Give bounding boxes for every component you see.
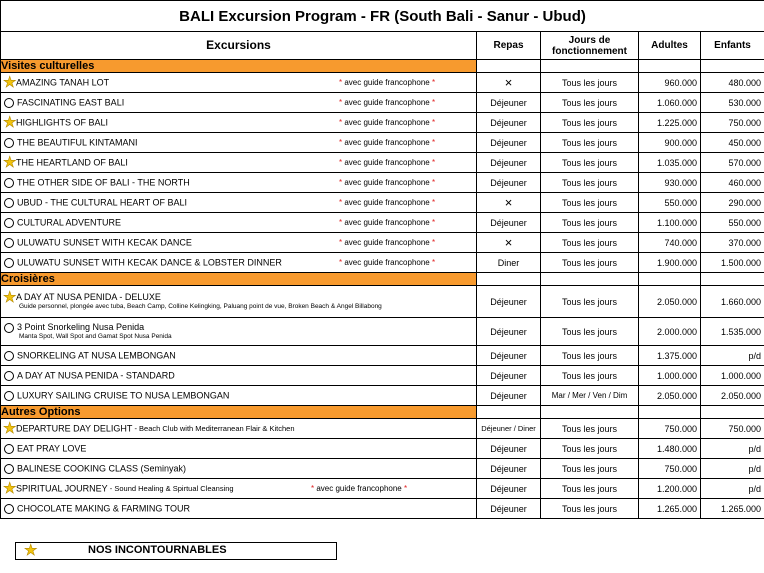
column-header-jours: Jours de fonctionnement <box>541 32 639 60</box>
guide-note-text: avec guide francophone <box>344 158 430 167</box>
guide-note-text: avec guide francophone <box>316 484 402 493</box>
excursion-cell <box>1 193 477 213</box>
repas-cell: Diner <box>477 253 541 273</box>
excursion-name: A DAY AT NUSA PENIDA - STANDARD <box>17 370 175 381</box>
guide-note: * avec guide francophone * <box>339 78 436 87</box>
circle-icon <box>4 351 14 361</box>
table-row[interactable] <box>1 479 764 499</box>
adult-price: 1.000.000 <box>639 366 701 386</box>
circle-icon <box>4 323 14 333</box>
adult-price: 930.000 <box>639 173 701 193</box>
table-row[interactable] <box>1 366 764 386</box>
table-row[interactable] <box>1 153 764 173</box>
excursion-details: Guide personnel, plongée avec tuba, Beach Camp, Colline Kelingking, Paluang point de vue, Broken Beach & Angel Billabong <box>19 303 382 311</box>
section-filler <box>639 60 701 73</box>
excursion-name: UBUD - THE CULTURAL HEART OF BALI <box>17 197 188 208</box>
section-title: Croisières <box>1 273 477 286</box>
circle-icon <box>4 371 14 381</box>
table-row[interactable] <box>1 93 764 113</box>
excursion-name: BALINESE COOKING CLASS (Seminyak) <box>17 463 187 474</box>
circle-icon <box>4 138 14 148</box>
child-price: 1.500.000 <box>701 253 764 273</box>
excursion-cell <box>1 173 477 193</box>
guide-note: * avec guide francophone * <box>311 484 408 493</box>
excursion-name: ULUWATU SUNSET WITH KECAK DANCE <box>17 237 192 248</box>
child-price: 750.000 <box>701 113 764 133</box>
jours-cell: Tous les jours <box>541 479 639 499</box>
section-row <box>1 60 764 73</box>
guide-note-text: avec guide francophone <box>344 198 430 207</box>
adult-price: 2.050.000 <box>639 386 701 406</box>
star-icon: ★ <box>3 419 17 437</box>
excursion-cell <box>1 386 477 406</box>
repas-cell: × <box>477 233 541 253</box>
repas-cell: Déjeuner <box>477 173 541 193</box>
jours-cell: Tous les jours <box>541 366 639 386</box>
child-price: 1.535.000 <box>701 318 764 346</box>
guide-note: * avec guide francophone * <box>339 198 436 207</box>
adult-price: 1.200.000 <box>639 479 701 499</box>
repas-cell: × <box>477 73 541 93</box>
guide-note: * avec guide francophone * <box>339 138 436 147</box>
repas-cell: × <box>477 193 541 213</box>
adult-price: 1.375.000 <box>639 346 701 366</box>
excursion-cell <box>1 419 477 439</box>
jours-cell: Tous les jours <box>541 318 639 346</box>
repas-cell: Déjeuner <box>477 459 541 479</box>
circle-icon <box>4 504 14 514</box>
section-title: Autres Options <box>1 406 477 419</box>
star-icon: ★ <box>3 113 17 131</box>
table-row[interactable] <box>1 193 764 213</box>
section-filler <box>477 273 541 286</box>
table-row[interactable] <box>1 133 764 153</box>
guide-note: * avec guide francophone * <box>339 218 436 227</box>
jours-cell: Tous les jours <box>541 499 639 519</box>
circle-icon <box>4 258 14 268</box>
jours-cell: Tous les jours <box>541 346 639 366</box>
child-price: 570.000 <box>701 153 764 173</box>
excursion-name: HIGHLIGHTS OF BALI <box>16 117 109 128</box>
circle-icon <box>4 464 14 474</box>
section-filler <box>541 273 639 286</box>
guide-note-text: avec guide francophone <box>344 78 430 87</box>
excursion-name: EAT PRAY LOVE <box>17 443 87 454</box>
excursion-cell <box>1 213 477 233</box>
adult-price: 1.480.000 <box>639 439 701 459</box>
excursion-name: AMAZING TANAH LOT <box>16 77 110 88</box>
circle-icon <box>4 391 14 401</box>
child-price: 2.050.000 <box>701 386 764 406</box>
table-row[interactable] <box>1 318 764 346</box>
table-row[interactable] <box>1 499 764 519</box>
excursion-cell <box>1 113 477 133</box>
excursion-name: ULUWATU SUNSET WITH KECAK DANCE & LOBSTER DINNER <box>17 257 282 268</box>
excursion-name: FASCINATING EAST BALI <box>17 97 125 108</box>
section-filler <box>541 60 639 73</box>
child-price: p/d <box>701 479 764 499</box>
jours-cell: Tous les jours <box>541 133 639 153</box>
adult-price: 1.265.000 <box>639 499 701 519</box>
page-title: BALI Excursion Program - FR (South Bali - Sanur - Ubud) <box>1 1 764 32</box>
repas-cell: Déjeuner <box>477 113 541 133</box>
excursion-name: THE OTHER SIDE OF BALI - THE NORTH <box>17 177 190 188</box>
repas-cell: Déjeuner <box>477 93 541 113</box>
section-filler <box>701 60 764 73</box>
star-icon: ★ <box>3 288 17 306</box>
jours-cell: Tous les jours <box>541 213 639 233</box>
repas-cell: Déjeuner <box>477 286 541 318</box>
child-price: 1.660.000 <box>701 286 764 318</box>
adult-price: 2.000.000 <box>639 318 701 346</box>
jours-cell: Tous les jours <box>541 93 639 113</box>
jours-cell: Mar / Mer / Ven / Dim <box>541 386 639 406</box>
jours-cell: Tous les jours <box>541 459 639 479</box>
child-price: 450.000 <box>701 133 764 153</box>
excursion-name: CHOCOLATE MAKING & FARMING TOUR <box>17 503 191 514</box>
section-title: Visites culturelles <box>1 60 477 73</box>
excursion-name: THE BEAUTIFUL KINTAMANI <box>17 137 138 148</box>
table-row[interactable] <box>1 286 764 318</box>
table-row[interactable] <box>1 459 764 479</box>
child-price: 370.000 <box>701 233 764 253</box>
section-filler <box>701 406 764 419</box>
section-row <box>1 406 764 419</box>
column-header-repas: Repas <box>477 32 541 60</box>
guide-note-text: avec guide francophone <box>344 218 430 227</box>
jours-cell: Tous les jours <box>541 286 639 318</box>
section-filler <box>639 406 701 419</box>
child-price: 750.000 <box>701 419 764 439</box>
adult-price: 1.035.000 <box>639 153 701 173</box>
excursion-cell <box>1 318 477 346</box>
jours-cell: Tous les jours <box>541 153 639 173</box>
repas-cell: Déjeuner <box>477 386 541 406</box>
adult-price: 1.900.000 <box>639 253 701 273</box>
jours-cell: Tous les jours <box>541 253 639 273</box>
guide-note-text: avec guide francophone <box>344 98 430 107</box>
jours-cell: Tous les jours <box>541 173 639 193</box>
excursion-cell <box>1 253 477 273</box>
star-icon: ★ <box>24 542 38 559</box>
guide-note: * avec guide francophone * <box>339 158 436 167</box>
excursion-cell <box>1 93 477 113</box>
excursion-cell <box>1 479 477 499</box>
adult-price: 2.050.000 <box>639 286 701 318</box>
adult-price: 750.000 <box>639 459 701 479</box>
guide-note: * avec guide francophone * <box>339 98 436 107</box>
repas-cell: Déjeuner <box>477 133 541 153</box>
adult-price: 550.000 <box>639 193 701 213</box>
repas-cell: Déjeuner <box>477 499 541 519</box>
child-price: 460.000 <box>701 173 764 193</box>
excursion-name: THE HEARTLAND OF BALI <box>16 157 128 168</box>
excursion-name: A DAY AT NUSA PENIDA - DELUXE <box>16 292 161 303</box>
circle-icon <box>4 444 14 454</box>
circle-icon <box>4 98 14 108</box>
child-price: 1.000.000 <box>701 366 764 386</box>
repas-cell: Déjeuner <box>477 213 541 233</box>
star-icon: ★ <box>3 73 17 91</box>
excursion-name: SNORKELING AT NUSA LEMBONGAN <box>17 350 176 361</box>
adult-price: 740.000 <box>639 233 701 253</box>
adult-price: 750.000 <box>639 419 701 439</box>
excursion-cell <box>1 459 477 479</box>
column-header-enfants: Enfants <box>701 32 764 60</box>
adult-price: 1.060.000 <box>639 93 701 113</box>
table-row[interactable] <box>1 113 764 133</box>
circle-icon <box>4 238 14 248</box>
child-price: 530.000 <box>701 93 764 113</box>
jours-cell: Tous les jours <box>541 439 639 459</box>
excursion-cell <box>1 73 477 93</box>
jours-cell: Tous les jours <box>541 73 639 93</box>
excursion-cell <box>1 439 477 459</box>
circle-icon <box>4 178 14 188</box>
jours-cell: Tous les jours <box>541 113 639 133</box>
excursion-name: LUXURY SAILING CRUISE TO NUSA LEMBONGAN <box>17 390 230 401</box>
guide-note: * avec guide francophone * <box>339 238 436 247</box>
repas-cell: Déjeuner <box>477 479 541 499</box>
adult-price: 900.000 <box>639 133 701 153</box>
excursion-details: Manta Spot, Wall Spot and Gamat Spot Nusa Penida <box>19 333 172 341</box>
repas-cell: Déjeuner <box>477 366 541 386</box>
repas-cell: Déjeuner <box>477 346 541 366</box>
section-filler <box>541 406 639 419</box>
table-row[interactable] <box>1 386 764 406</box>
excursion-cell <box>1 499 477 519</box>
circle-icon <box>4 218 14 228</box>
legend-box <box>15 542 337 560</box>
legend-label: NOS INCONTOURNABLES <box>88 544 227 556</box>
excursion-cell <box>1 233 477 253</box>
excursion-name: DEPARTURE DAY DELIGHT <box>16 423 133 434</box>
table-row[interactable] <box>1 213 764 233</box>
adult-price: 1.100.000 <box>639 213 701 233</box>
column-header-excursions: Excursions <box>1 32 477 60</box>
section-filler <box>639 273 701 286</box>
excursion-cell <box>1 346 477 366</box>
guide-note: * avec guide francophone * <box>339 258 436 267</box>
child-price: p/d <box>701 439 764 459</box>
child-price: p/d <box>701 459 764 479</box>
star-icon: ★ <box>3 153 17 171</box>
child-price: 290.000 <box>701 193 764 213</box>
excursion-name: CULTURAL ADVENTURE <box>17 217 122 228</box>
excursion-cell <box>1 366 477 386</box>
guide-note-text: avec guide francophone <box>344 178 430 187</box>
guide-note: * avec guide francophone * <box>339 118 436 127</box>
adult-price: 960.000 <box>639 73 701 93</box>
circle-icon <box>4 198 14 208</box>
excursion-name: SPIRITUAL JOURNEY <box>16 483 108 494</box>
excursion-cell <box>1 286 477 318</box>
table-row[interactable] <box>1 173 764 193</box>
repas-cell: Déjeuner / Diner <box>477 419 541 439</box>
guide-note-text: avec guide francophone <box>344 118 430 127</box>
section-row <box>1 273 764 286</box>
excursion-name: 3 Point Snorkeling Nusa Penida <box>17 322 145 333</box>
repas-cell: Déjeuner <box>477 153 541 173</box>
excursion-extra: - Beach Club with Mediterranean Flair & Kitchen <box>132 424 295 434</box>
jours-cell: Tous les jours <box>541 233 639 253</box>
excursion-cell <box>1 153 477 173</box>
jours-cell: Tous les jours <box>541 419 639 439</box>
repas-cell: Déjeuner <box>477 439 541 459</box>
section-filler <box>477 60 541 73</box>
jours-cell: Tous les jours <box>541 193 639 213</box>
child-price: 1.265.000 <box>701 499 764 519</box>
table-row[interactable] <box>1 346 764 366</box>
table-row[interactable] <box>1 439 764 459</box>
star-icon: ★ <box>3 479 17 497</box>
table-row[interactable] <box>1 233 764 253</box>
repas-cell: Déjeuner <box>477 318 541 346</box>
table-row[interactable] <box>1 253 764 273</box>
child-price: 550.000 <box>701 213 764 233</box>
section-filler <box>701 273 764 286</box>
table-row[interactable] <box>1 73 764 93</box>
guide-note-text: avec guide francophone <box>344 258 430 267</box>
excursion-extra: - Sound Healing & Spirtual Cleansing <box>107 484 234 494</box>
adult-price: 1.225.000 <box>639 113 701 133</box>
guide-note: * avec guide francophone * <box>339 178 436 187</box>
column-header-adultes: Adultes <box>639 32 701 60</box>
excursion-cell <box>1 133 477 153</box>
guide-note-text: avec guide francophone <box>344 138 430 147</box>
table-row[interactable] <box>1 419 764 439</box>
section-filler <box>477 406 541 419</box>
guide-note-text: avec guide francophone <box>344 238 430 247</box>
child-price: 480.000 <box>701 73 764 93</box>
child-price: p/d <box>701 346 764 366</box>
